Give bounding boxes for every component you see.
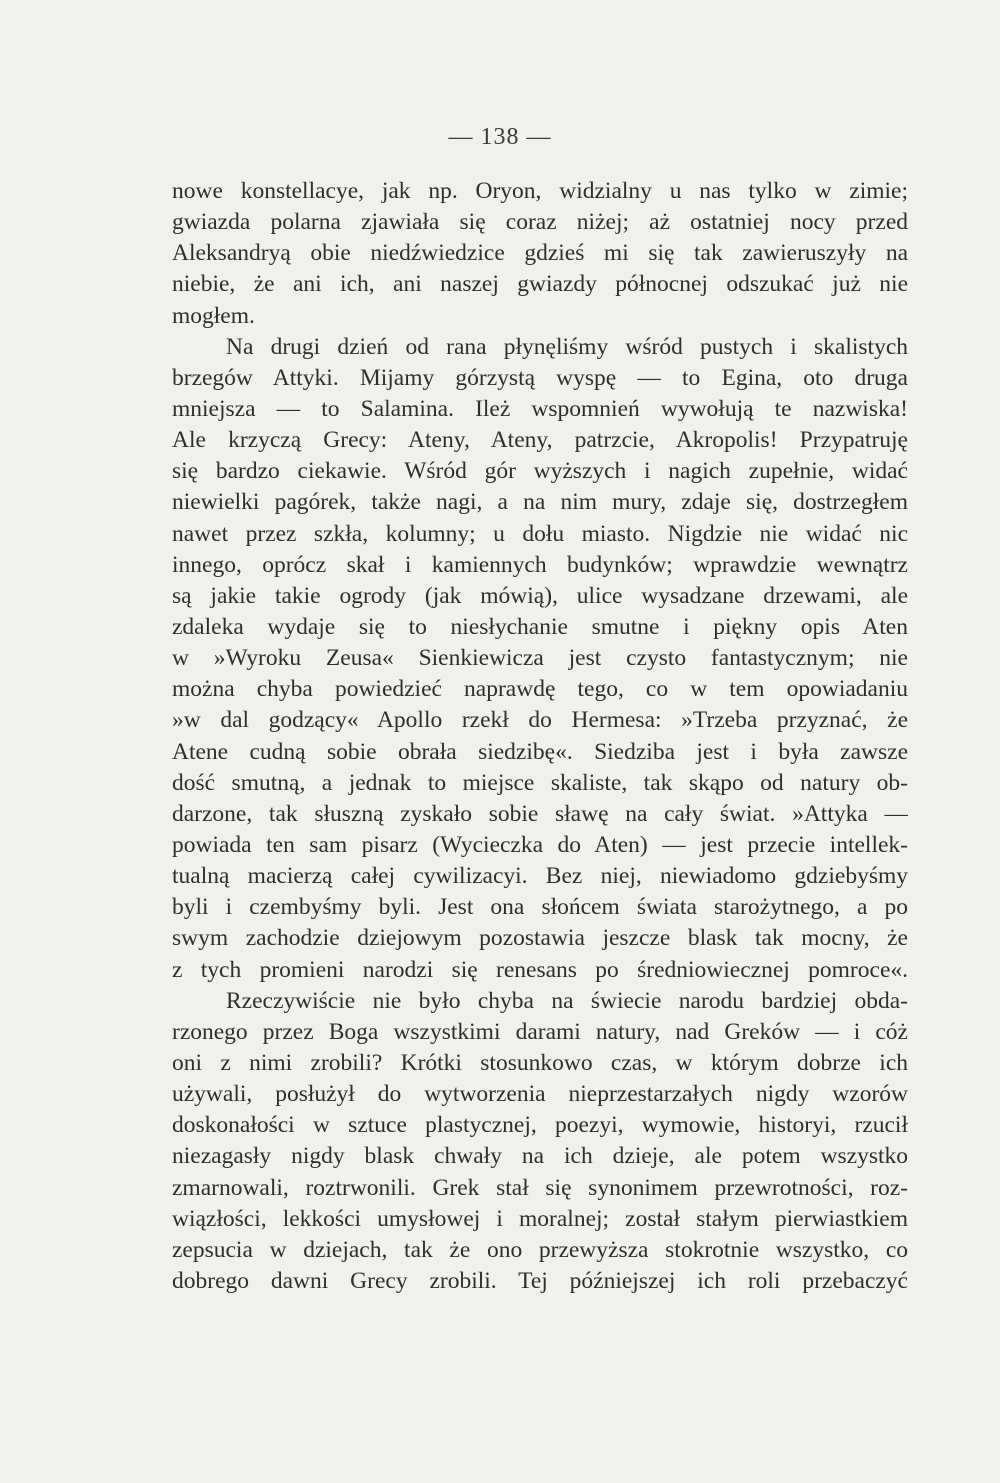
text-line: oni z nimi zrobili? Krótki stosunkowo czas, w którym dobrze ich xyxy=(172,1049,908,1076)
text-line: innego, oprócz skał i kamiennych budynków; wprawdzie wewnątrz xyxy=(172,551,908,578)
text-line: Rzeczywiście nie było chyba na świecie narodu bardziej obda- xyxy=(226,987,908,1014)
text-line: rzonego przez Boga wszystkimi darami natury, nad Greków — i cóż xyxy=(172,1018,908,1045)
text-line: tualną macierzą całej cywilizacyi. Bez niej, niewiadomo gdziebyśmy xyxy=(172,863,908,890)
text-line: Na drugi dzień od rana płynęliśmy wśród pustych i skalistych xyxy=(226,333,908,360)
text-line: dobrego dawni Grecy zrobili. Tej późniejszej ich roli przebaczyć xyxy=(172,1267,908,1294)
text-line: wiązłości, lekkości umysłowej i moralnej; został stałym pierwiastkiem xyxy=(172,1205,908,1232)
text-line: mogłem. xyxy=(172,302,255,329)
text-line: można chyba powiedzieć naprawdę tego, co w tem opowiadaniu xyxy=(172,676,908,703)
text-line: z tych promieni narodzi się renesans po średniowiecznej pomroce«. xyxy=(172,956,908,983)
text-line: Aleksandryą obie niedźwiedzice gdzieś mi się tak zawieruszyły na xyxy=(172,240,908,267)
text-line: zdaleka wydaje się to niesłychanie smutne i piękny opis Aten xyxy=(172,613,908,640)
text-line: gwiazda polarna zjawiała się coraz niżej; aż ostatniej nocy przed xyxy=(172,209,908,236)
text-line: powiada ten sam pisarz (Wycieczka do Aten) — jest przecie intellek- xyxy=(172,831,908,858)
text-line: dość smutną, a jednak to miejsce skaliste, tak skąpo od natury ob- xyxy=(172,769,908,796)
text-line: się bardzo ciekawie. Wśród gór wyższych i nagich zupełnie, widać xyxy=(172,458,908,485)
text-line: używali, posłużył do wytworzenia nieprzestarzałych nigdy wzorów xyxy=(172,1081,908,1108)
body-text xyxy=(172,176,908,1297)
text-line: Ale krzyczą Grecy: Ateny, Ateny, patrzcie, Akropolis! Przypatruję xyxy=(172,427,908,454)
text-line: byli i czembyśmy byli. Jest ona słońcem świata starożytnego, a po xyxy=(172,894,908,921)
text-line: »w dal godzący« Apollo rzekł do Hermesa: »Trzeba przyznać, że xyxy=(172,707,908,734)
text-line: niebie, że ani ich, ani naszej gwiazdy północnej odszukać już nie xyxy=(172,271,908,298)
text-line: brzegów Attyki. Mijamy górzystą wyspę — to Egina, oto druga xyxy=(172,364,908,391)
text-line: Atene cudną sobie obrała siedzibę«. Siedziba jest i była zawsze xyxy=(172,738,908,765)
text-line: niewielki pagórek, także nagi, a na nim mury, zdaje się, dostrzegłem xyxy=(172,489,908,516)
text-line: nowe konstellacye, jak np. Oryon, widzialny u nas tylko w zimie; xyxy=(172,178,908,204)
text-line: darzone, tak słuszną zyskało sobie sławę na cały świat. »Attyka — xyxy=(172,800,908,827)
text-line: mniejsza — to Salamina. Ileż wspomnień wywołują te nazwiska! xyxy=(172,395,908,422)
text-line: zepsucia w dziejach, tak że ono przewyższa stokrotnie wszystko, co xyxy=(172,1236,908,1263)
text-line: niezagasły nigdy blask chwały na ich dzieje, ale potem wszystko xyxy=(172,1143,908,1170)
text-line: w »Wyroku Zeusa« Sienkiewicza jest czysto fantastycznym; nie xyxy=(172,645,908,672)
text-line: doskonałości w sztuce plastycznej, poezyi, wymowie, historyi, rzucił xyxy=(172,1112,908,1139)
text-line: swym zachodzie dziejowym pozostawia jeszcze blask tak mocny, że xyxy=(172,925,908,952)
text-line: zmarnowali, roztrwonili. Grek stał się synonimem przewrotności, roz- xyxy=(172,1174,908,1201)
text-line: są jakie takie ogrody (jak mówią), ulice wysadzane drzewami, ale xyxy=(172,582,908,609)
page-number: — 138 — xyxy=(448,124,552,150)
text-line: nawet przez szkła, kolumny; u dołu miasto. Nigdzie nie widać nic xyxy=(172,520,908,547)
